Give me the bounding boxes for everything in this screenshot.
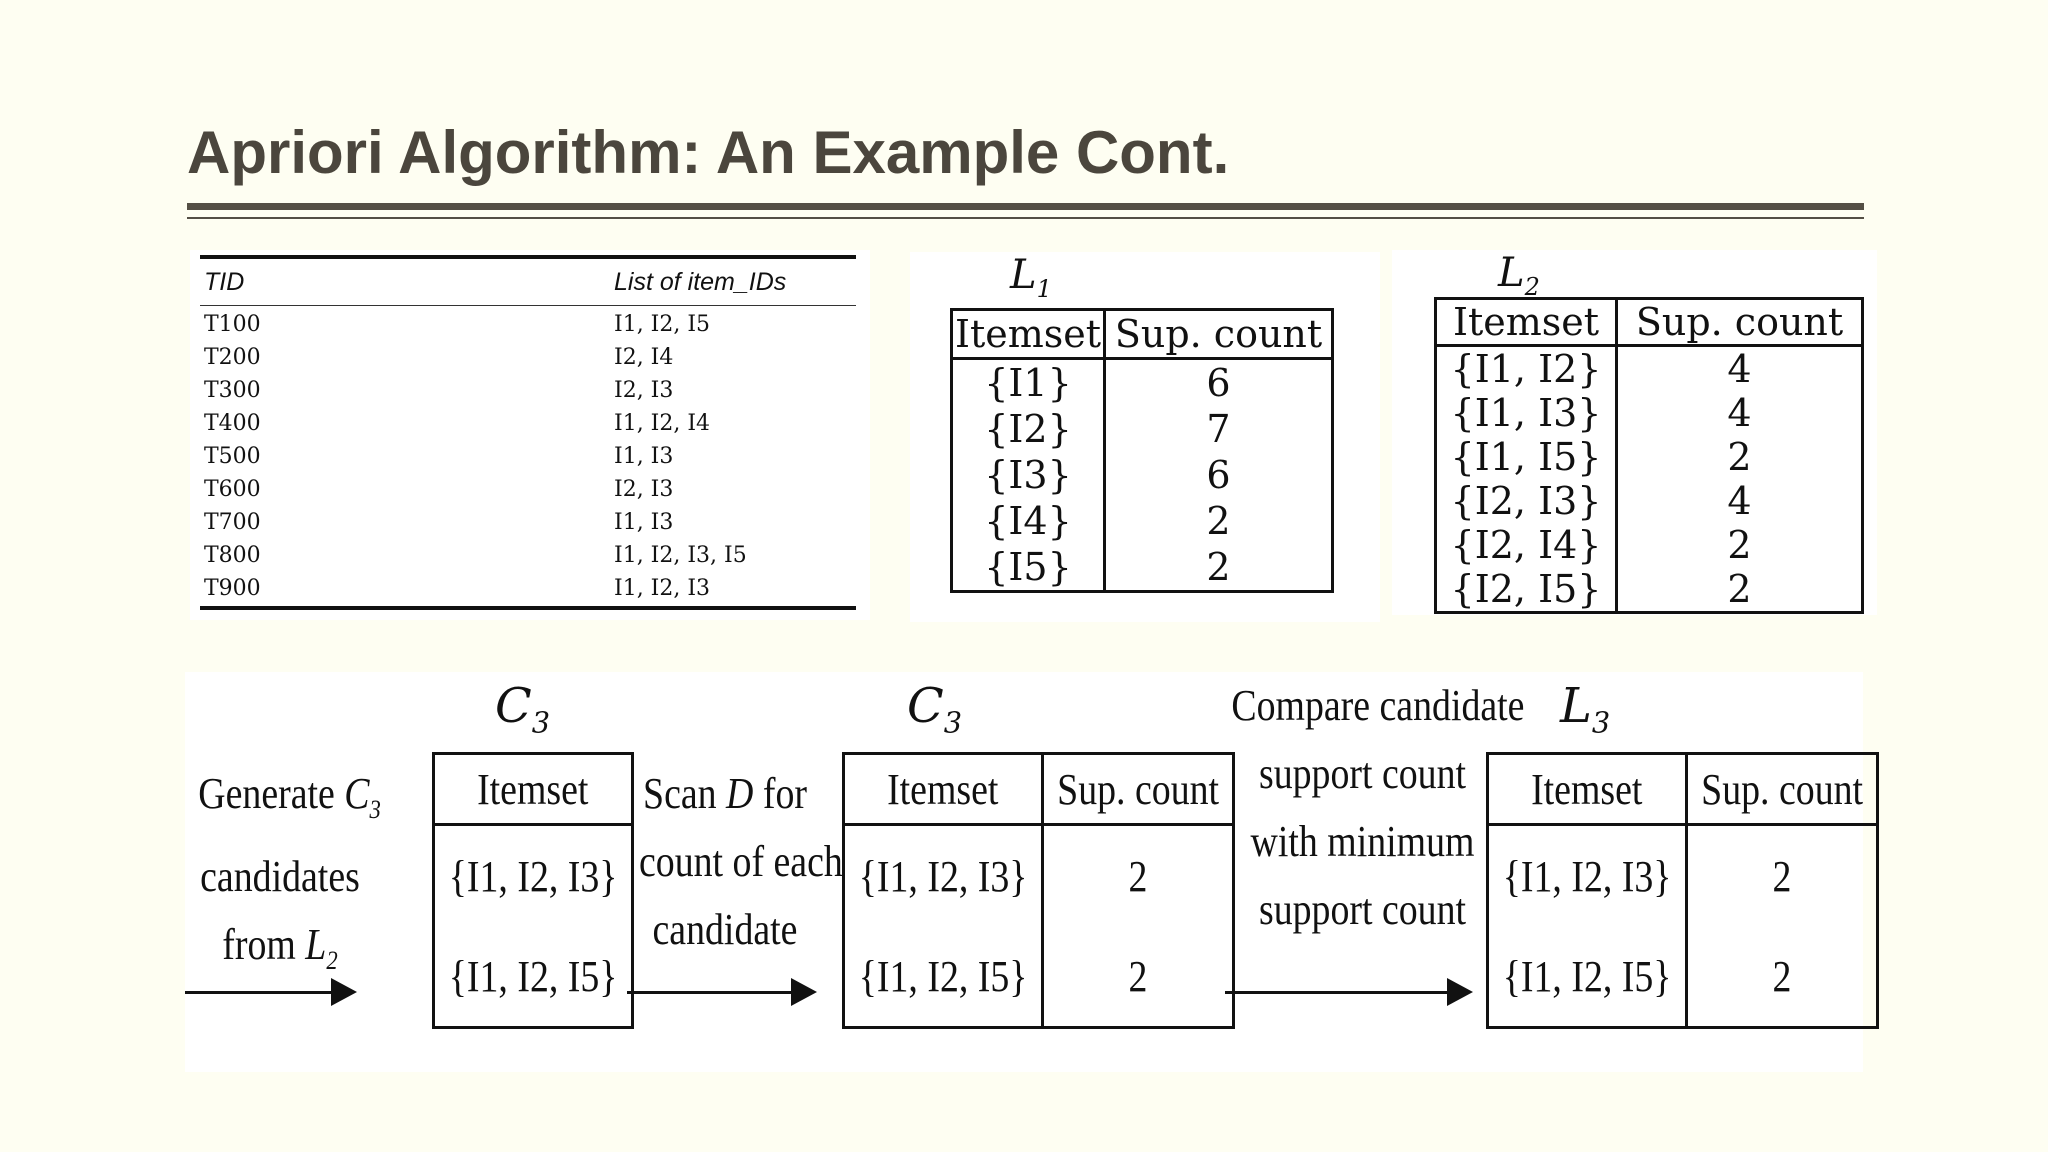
l1-count-cell: 6	[1105, 452, 1333, 498]
l1-row	[952, 406, 1333, 452]
table-bottom-rule	[200, 606, 856, 610]
arrow-head	[1447, 978, 1473, 1006]
l1-count-cell: 6	[1105, 359, 1333, 407]
l1-count-cell: 2	[1105, 498, 1333, 544]
l2-count-cell: 2	[1617, 567, 1863, 613]
flow-itemset-cell	[434, 926, 633, 1028]
l2-count-cell: 2	[1617, 435, 1863, 479]
flow-itemset-text: {I1, I2, I3}	[448, 851, 618, 901]
l2-row	[1436, 479, 1863, 523]
table-top-rule	[200, 255, 856, 259]
items-header: List of item_IDs	[614, 268, 787, 296]
l3-itemset-header: Itemset	[1488, 754, 1687, 825]
items-cell: I2, I3	[614, 477, 674, 502]
step-generate-text: Generate $C_3$ candidates from $L_2$	[198, 769, 381, 975]
title-rule-thick	[187, 203, 1864, 210]
l1-itemset-cell: {I2}	[952, 406, 1105, 452]
flow-count-cell	[1043, 926, 1234, 1028]
l1-itemset-header: Itemset	[952, 310, 1105, 359]
flow-count-text: 2	[1128, 951, 1148, 1001]
c3-counts-table	[842, 752, 1235, 1029]
flow-count-text: 2	[1772, 851, 1792, 901]
l2-count-cell: 4	[1617, 346, 1863, 392]
c3-itemset-header: Itemset	[434, 754, 633, 825]
flow-count-cell	[1687, 926, 1878, 1028]
c3-label-1: $C_3$	[495, 678, 551, 740]
arrow-scan	[627, 991, 813, 994]
tid-cell: T600	[204, 477, 261, 502]
l1-row	[952, 498, 1333, 544]
l2-row	[1436, 391, 1863, 435]
l1-row	[952, 544, 1333, 592]
l2-label: $L_2$	[1498, 250, 1540, 301]
l2-panel	[1392, 250, 1877, 615]
arrow-head	[331, 978, 357, 1006]
l2-count-cell: 2	[1617, 523, 1863, 567]
transaction-table	[190, 250, 870, 620]
l1-itemset-cell: {I1}	[952, 359, 1105, 407]
flow-itemset-text: {I1, I2, I5}	[448, 951, 618, 1001]
flow-count-text: 2	[1772, 951, 1792, 1001]
tid-cell: T700	[204, 510, 261, 535]
l2-row	[1436, 435, 1863, 479]
flow-row	[1488, 926, 1878, 1028]
l1-row	[952, 359, 1333, 407]
title-rule-thin	[187, 217, 1864, 219]
l1-label: $L_1$	[1010, 252, 1052, 303]
c3-count-header: Sup. count	[1043, 754, 1234, 825]
tid-cell: T900	[204, 576, 261, 601]
flow-count-cell	[1687, 825, 1878, 927]
tid-cell: T400	[204, 411, 261, 436]
step-compare-text: Compare candidate support count with minimum support count	[1231, 681, 1525, 934]
c3-candidates-table	[432, 752, 634, 1029]
arrow-head	[791, 978, 817, 1006]
flow-itemset-text: {I1, I2, I3}	[1502, 851, 1672, 901]
tid-cell: T300	[204, 378, 261, 403]
l2-row	[1436, 346, 1863, 392]
arrow-generate	[185, 991, 353, 994]
l2-itemset-cell: {I1, I3}	[1436, 391, 1617, 435]
items-cell: I1, I2, I3, I5	[614, 543, 747, 568]
l2-itemset-cell: {I1, I2}	[1436, 346, 1617, 392]
flow-row	[434, 825, 633, 927]
l1-panel	[910, 252, 1380, 622]
table-header-rule	[200, 305, 856, 306]
tid-header: TID	[204, 268, 245, 296]
l2-itemset-cell: {I2, I3}	[1436, 479, 1617, 523]
flow-itemset-text: {I1, I2, I5}	[1502, 951, 1672, 1001]
l2-count-cell: 4	[1617, 479, 1863, 523]
l1-itemset-cell: {I5}	[952, 544, 1105, 592]
items-cell: I2, I4	[614, 345, 674, 370]
l3-count-header: Sup. count	[1687, 754, 1878, 825]
step-scan-text: Scan D for count of each candidate	[639, 769, 843, 954]
l1-itemset-cell: {I4}	[952, 498, 1105, 544]
flow-count-text: 2	[1128, 851, 1148, 901]
flow-itemset-cell	[1488, 926, 1687, 1028]
c3-count-itemset-header: Itemset	[844, 754, 1043, 825]
flow-itemset-cell	[844, 926, 1043, 1028]
slide-title: Apriori Algorithm: An Example Cont.	[187, 119, 1230, 186]
c3-label-2: $C_3$	[907, 678, 963, 740]
flow-row	[434, 926, 633, 1028]
l2-itemset-cell: {I2, I4}	[1436, 523, 1617, 567]
tid-cell: T100	[204, 312, 261, 337]
l1-table	[950, 308, 1334, 593]
candidate-generation-flow	[185, 672, 1863, 1072]
items-cell: I1, I2, I3	[614, 576, 711, 601]
l2-row	[1436, 567, 1863, 613]
arrow-compare	[1225, 991, 1469, 994]
items-cell: I1, I3	[614, 444, 674, 469]
l1-count-cell: 7	[1105, 406, 1333, 452]
tid-cell: T800	[204, 543, 261, 568]
items-cell: I1, I2, I4	[614, 411, 711, 436]
l2-count-cell: 4	[1617, 391, 1863, 435]
l2-table	[1434, 297, 1864, 614]
flow-itemset-text: {I1, I2, I5}	[858, 951, 1028, 1001]
flow-itemset-cell	[844, 825, 1043, 927]
flow-itemset-cell	[434, 825, 633, 927]
flow-row	[1488, 825, 1878, 927]
items-cell: I1, I2, I5	[614, 312, 711, 337]
flow-row	[844, 825, 1234, 927]
flow-itemset-cell	[1488, 825, 1687, 927]
tid-cell: T500	[204, 444, 261, 469]
l1-count-cell: 2	[1105, 544, 1333, 592]
flow-row	[844, 926, 1234, 1028]
l2-itemset-cell: {I2, I5}	[1436, 567, 1617, 613]
l2-itemset-header: Itemset	[1436, 299, 1617, 346]
l1-itemset-cell: {I3}	[952, 452, 1105, 498]
l3-label: $L_3$	[1560, 678, 1611, 740]
l1-row	[952, 452, 1333, 498]
l3-table	[1486, 752, 1879, 1029]
items-cell: I1, I3	[614, 510, 674, 535]
l2-itemset-cell: {I1, I5}	[1436, 435, 1617, 479]
tid-cell: T200	[204, 345, 261, 370]
flow-count-cell	[1043, 825, 1234, 927]
l2-row	[1436, 523, 1863, 567]
l1-count-header: Sup. count	[1105, 310, 1333, 359]
items-cell: I2, I3	[614, 378, 674, 403]
flow-itemset-text: {I1, I2, I3}	[858, 851, 1028, 901]
l2-count-header: Sup. count	[1617, 299, 1863, 346]
